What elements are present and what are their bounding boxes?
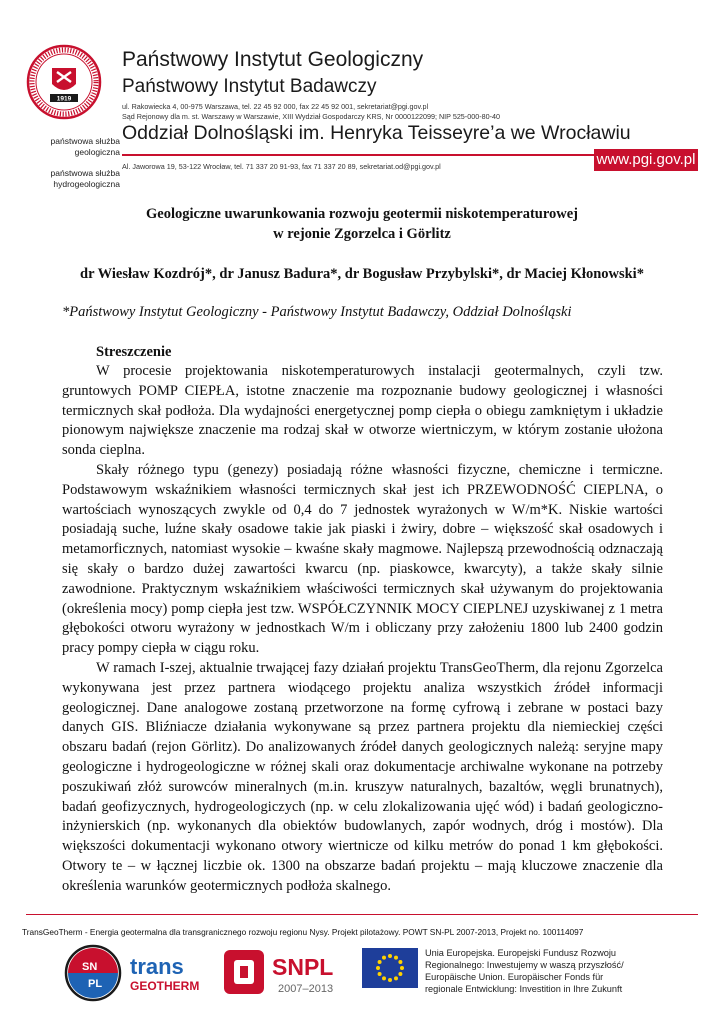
logo-year: 1919 xyxy=(56,95,72,103)
eu-funding-text xyxy=(425,947,624,995)
abstract-paragraph: W ramach I-szej, aktualnie trwającej fazy działań projektu TransGeoTherm, dla rejonu Zgorzelca wykonywana jest przez partnera wiodącego projektu analiza wszystkich źródeł informacji geologicznej. Dane analogowe zostaną przetworzone na formę cyfrową i zebrane w postaci bazy danych GIS. Bliźniacze działania wykonywane są przez partnera projektu dla niemieckiej części obszaru badań (rejon Görlitz). Do analizowanych źródeł danych geologicznych należą: seryjne mapy geologiczne i hydrogeologiczne w różnej skali oraz dokumentacje archiwalne wykonane na potrzeby poszukiwań złóż surowców mineralnych (m.in. kruszyw naturalnych, bazaltów, węgli brunatnych), badań geofizycznych, hydrogeologiczych (np. w celu zlokalizowania ujęć wód) i badań geologiczno-inżynierskich (np. wykonanych dla obiektów budowlanych, zapór wodnych, dróg i mostów). Dla większości dokumentacji wykonano otwory wiertnicze od kilku metrów do ponad 1 km głębokości. Otwory te – w łącznej liczbie ok. 1300 na obszarze badań projektu – mają kluczowe znaczenie dla określenia warunków geotermicznych podłoża skalnego. xyxy=(62,659,663,894)
logo-pl-text: PL xyxy=(88,978,103,990)
abstract-heading: Streszczenie xyxy=(96,344,172,360)
document-title-line-2: w rejonie Zgorzelca i Görlitz xyxy=(273,226,451,242)
institute-subtitle: Państwowy Instytut Badawczy xyxy=(122,76,377,97)
abstract-paragraph: Skały różnego typu (genezy) posiadają różne własności fizyczne, chemiczne i termiczne. Podstawowym wskaźnikiem własności termicznych skał jest ich PRZEWODNOŚĆ CIEPLNA, o wartościach wynoszących zwykle od 0,4 do 7 jednostek wyrażonych w W/m*K. Niskie wartości posiadają suche, luźne skały osadowe takie jak piaski i żwiry, dobre – większość skał osadowych i metamorficznych, natomiast wysokie – kwaśne skały magmowe. Najlepszą przewodnością odznaczają się skały o bardzo dużej zawartości kwarcu (np. piaskowce, kwarcyty), a także skały silnie zawodnione. Praktycznym wskaźnikiem właściwości termicznych skał używanym do projektowania (określenia mocy) pomp ciepła jest tzw. WSPÓŁCZYNNIK MOCY CIEPLNEJ uzyskiwanej z 1 metra głębokości otworu wyrażony w jednostkach W/m i obliczany przy założeniu 1800 lub 2400 godzin pracy pompy ciepła w ciągu roku. xyxy=(62,461,663,657)
eu-text-line: regionale Entwicklung: Investition in Ihre Zukunft xyxy=(425,984,623,994)
authors: dr Wiesław Kozdrój*, dr Janusz Badura*, dr Bogusław Przybylski*, dr Maciej Kłonowski* xyxy=(80,266,644,282)
eu-text-line: Regionalnego: Inwestujemy w waszą przyszłość/ xyxy=(425,960,624,970)
footer-rule xyxy=(26,914,698,915)
branch-name: Oddział Dolnośląski im. Henryka Teisseyre’a we Wrocławiu xyxy=(122,122,631,144)
project-footer-line: TransGeoTherm - Energia geotermalna dla transgranicznego rozwoju regionu Nysy. Projekt pilotażowy. POWT SN-PL 2007-2013, Projekt no. 100114097 xyxy=(22,927,584,937)
abstract-paragraph: W procesie projektowania niskotemperaturowych instalacji geotermalnych, czyli tzw. gruntowych POMP CIEPŁA, istotne znaczenie ma rozpoznanie budowy geologicznej i własności termicznych skał podłoża. Dla wydajności energetycznej pomp ciepła o obiegu zamkniętym i układzie pionowym największe znaczenie ma rodzaj skał w otworze wiertniczym, w którym zostanie ułożona sonda cieplna. xyxy=(62,363,663,459)
snpl-logo xyxy=(220,942,348,1004)
address-line-2: Sąd Rejonowy dla m. st. Warszawy w Warszawie, XIII Wydział Gospodarczy KRS, Nr 0000122099; NIP 525-000-80-40 xyxy=(122,112,500,121)
website-badge[interactable]: www.pgi.gov.pl xyxy=(594,149,698,171)
logo-snpl-text: SNPL xyxy=(272,954,334,980)
affiliation: *Państwowy Instytut Geologiczny - Państwowy Instytut Badawczy, Oddział Dolnośląski xyxy=(62,304,572,320)
eu-flag-icon xyxy=(362,948,418,988)
logo-sn-text: SN xyxy=(82,961,98,973)
document-title-line-1: Geologiczne uwarunkowania rozwoju geotermii niskotemperaturowej xyxy=(146,206,578,222)
branch-address: Al. Jaworowa 19, 53-122 Wrocław, tel. 71 337 20 91-93, fax 71 337 20 89, sekretariat.od@pgi.gov.pl xyxy=(122,162,441,171)
logo-geotherm-text: GEOTHERM xyxy=(130,979,200,993)
pgi-logo xyxy=(26,44,102,120)
eu-text-line: Unia Europejska. Europejski Fundusz Rozwoju xyxy=(425,948,616,958)
service-geological-label: państwowa służba geologiczna xyxy=(50,136,120,157)
logo-trans-text: trans xyxy=(130,954,184,979)
institute-name: Państwowy Instytut Geologiczny xyxy=(122,48,424,71)
abstract-body xyxy=(62,362,663,897)
transgeotherm-logo xyxy=(62,942,210,1004)
eu-text-line: Europäische Union. Europäischer Fonds für xyxy=(425,972,604,982)
logo-snpl-years: 2007–2013 xyxy=(278,983,334,995)
service-hydrogeological-label: państwowa służba hydrogeologiczna xyxy=(50,168,120,189)
address-line-1: ul. Rakowiecka 4, 00-975 Warszawa, tel. 22 45 92 000, fax 22 45 92 001, sekretariat@pgi.gov.pl xyxy=(122,102,429,111)
